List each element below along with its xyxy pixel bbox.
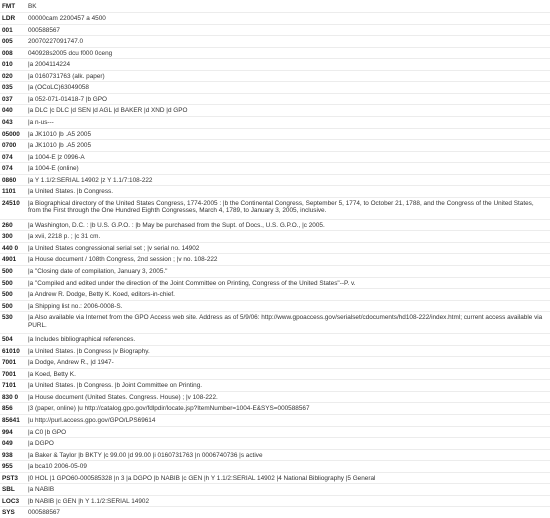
marc-field-tag: 4901 [0, 254, 26, 266]
marc-field-tag: 24510 [0, 197, 26, 219]
marc-field-tag: SYS [2, 509, 15, 517]
marc-field-tag: 049 [0, 438, 26, 450]
marc-field-tag: 530 [0, 312, 26, 334]
marc-field-row [0, 59, 550, 71]
marc-field-tag: 856 [0, 403, 26, 415]
marc-field-tag: 300 [0, 231, 26, 243]
marc-field-tag: 500 [0, 289, 26, 301]
marc-field-tag: 005 [0, 36, 26, 48]
marc-field-tag: 85641 [0, 415, 26, 427]
marc-field-row [0, 300, 550, 312]
marc-field-value: |a 052-071-01418-7 |b GPO [26, 93, 550, 105]
marc-field-tag: PST3 [0, 472, 26, 484]
marc-field-tag: 955 [0, 461, 26, 473]
marc-field-row [0, 507, 550, 518]
marc-field-value: 000588567 [26, 24, 550, 36]
marc-field-value: |0 HOL |1 GPO60-000585328 |n 3 |a DGPO |b NABIB |c GEN |h Y 1.1/2:SERIAL 14902 |4 National Bibliography |5 General [26, 472, 550, 484]
marc-field-tag: 001 [0, 24, 26, 36]
marc-field-value: |a Dodge, Andrew R., |d 1947- [26, 357, 550, 369]
marc-field-value: |u http://purl.access.gpo.gov/GPO/LPS69614 [26, 415, 550, 427]
marc-field-value: |a Includes bibliographical references. [26, 334, 550, 346]
marc-field-tag: 0860 [0, 174, 26, 186]
marc-field-value: |a House document (United States. Congress. House) ; |v 108-222. [26, 391, 550, 403]
marc-field-row [0, 70, 550, 82]
marc-field-value: 000588567 [28, 509, 60, 517]
marc-record-table [0, 1, 550, 518]
marc-field-value: |a C0 |b GPO [26, 426, 550, 438]
marc-field-value: |a Biographical directory of the United States Congress, 1774-2005 : |b the Continental Congress, September 5, 1774, to October 21, 1788, and the Congress of the United States, from the First through the One Hundred Eighth Congresses, March 4, 1789, to January 3, 2005, inclusive. [26, 197, 550, 219]
marc-field-row [0, 242, 550, 254]
marc-field-row [0, 426, 550, 438]
marc-field-tag: 994 [0, 426, 26, 438]
marc-field-row [0, 277, 550, 289]
marc-field-tag: LOC3 [0, 495, 26, 507]
marc-field-value: |a Washington, D.C. : |b U.S. G.P.O. : |b May be purchased from the Supt. of Docs., U.S. G.P.O., |c 2005. [26, 219, 550, 231]
marc-field-value: |a bca10 2006-05-09 [26, 461, 550, 473]
marc-field-tag: SBL [0, 484, 26, 496]
marc-field-tag: 074 [0, 151, 26, 163]
marc-record-body [0, 1, 550, 518]
marc-field-row [0, 1, 550, 13]
marc-field-value: |a United States congressional serial set ; |v serial no. 14902 [26, 242, 550, 254]
marc-field-row [0, 163, 550, 175]
marc-field-value: |a Y 1.1/2:SERIAL 14902 |z Y 1.1/7:108-222 [26, 174, 550, 186]
marc-field-value: |a JK1010 |b .A5 2005 [26, 140, 550, 152]
marc-field-row [0, 47, 550, 59]
marc-field-tag: 05000 [0, 128, 26, 140]
marc-field-tag: 504 [0, 334, 26, 346]
marc-field-row [0, 472, 550, 484]
marc-field-tag: 7001 [0, 368, 26, 380]
marc-field-value: |a Also available via Internet from the GPO Access web site. Address as of 5/9/06: http://www.gpoaccess.gov/serialset/cdocuments/hd108-222/index.html; current access available via PURL. [26, 312, 550, 334]
marc-field-value: |a "Compiled and edited under the direction of the Joint Committee on Printing, Congress of the United States"--P. v. [26, 277, 550, 289]
marc-field-value: |a 0160731763 (alk. paper) [26, 70, 550, 82]
marc-field-tag: 440 0 [0, 242, 26, 254]
marc-field-row [0, 93, 550, 105]
marc-field-row [0, 140, 550, 152]
marc-field-tag: 010 [0, 59, 26, 71]
marc-field-tag: 500 [0, 277, 26, 289]
marc-field-tag: 61010 [0, 345, 26, 357]
marc-field-value: |a Baker & Taylor |b BKTY |c 99.00 |d 99.00 |i 0160731763 |n 0006740736 |s active [26, 449, 550, 461]
marc-field-tag: 7001 [0, 357, 26, 369]
marc-field-value: |a Andrew R. Dodge, Betty K. Koed, editors-in-chief. [26, 289, 550, 301]
marc-field-value: |a 1004-E |z 0996-A [26, 151, 550, 163]
marc-field-row [0, 461, 550, 473]
marc-field-row [0, 197, 550, 219]
marc-field-row [0, 391, 550, 403]
marc-field-value: |b NABIB |c GEN |h Y 1.1/2:SERIAL 14902 [26, 495, 550, 507]
marc-field-row [0, 105, 550, 117]
marc-field-row [0, 254, 550, 266]
marc-field-tag: 500 [0, 265, 26, 277]
marc-field-tag: FMT [0, 1, 26, 13]
marc-field-value: |a JK1010 |b .A5 2005 [26, 128, 550, 140]
marc-field-row [0, 289, 550, 301]
marc-field-value: |a DGPO [26, 438, 550, 450]
marc-field-tag: 043 [0, 116, 26, 128]
marc-field-value: |a United States. |b Congress. [26, 186, 550, 198]
marc-field-tag: 037 [0, 93, 26, 105]
marc-field-value: |a n-us--- [26, 116, 550, 128]
marc-field-row [0, 151, 550, 163]
marc-field-tag: 260 [0, 219, 26, 231]
marc-field-tag: 035 [0, 82, 26, 94]
marc-field-row [0, 495, 550, 507]
marc-field-tag: 500 [0, 300, 26, 312]
marc-field-row [0, 368, 550, 380]
marc-field-row [0, 380, 550, 392]
marc-field-tag: 008 [0, 47, 26, 59]
marc-field-value: |a "Closing date of compilation, January 3, 2005." [26, 265, 550, 277]
marc-field-value: 20070227091747.0 [26, 36, 550, 48]
marc-field-value: |a (OCoLC)63049058 [26, 82, 550, 94]
marc-field-tag: LDR [0, 13, 26, 25]
marc-field-tag: 7101 [0, 380, 26, 392]
marc-field-value: |a House document / 108th Congress, 2nd session ; |v no. 108-222 [26, 254, 550, 266]
marc-field-tag: 1101 [0, 186, 26, 198]
marc-field-tag: 0700 [0, 140, 26, 152]
marc-field-row [0, 438, 550, 450]
marc-field-value: |a Koed, Betty K. [26, 368, 550, 380]
marc-field-value: |a DLC |c DLC |d SEN |d AGL |d BAKER |d XND |d GPO [26, 105, 550, 117]
marc-field-tag: 040 [0, 105, 26, 117]
marc-field-row [0, 36, 550, 48]
marc-field-value: |a xvii, 2218 p. ; |c 31 cm. [26, 231, 550, 243]
marc-field-row [0, 312, 550, 334]
marc-field-row [0, 403, 550, 415]
marc-field-row [0, 13, 550, 25]
marc-field-value: 040928s2005 dcu f000 0ceng [26, 47, 550, 59]
marc-field-value: |a United States. |b Congress. |b Joint Committee on Printing. [26, 380, 550, 392]
marc-field-value: 00000cam 2200457 a 4500 [26, 13, 550, 25]
marc-field-row [0, 116, 550, 128]
marc-field-value: |3 (paper, online) |u http://catalog.gpo.gov/fdlpdir/locate.jsp?ItemNumber=1004-E&SYS=000588567 [26, 403, 550, 415]
marc-field-row [0, 219, 550, 231]
marc-field-row [0, 449, 550, 461]
marc-field-row [0, 334, 550, 346]
marc-field-tag: 074 [0, 163, 26, 175]
marc-field-row [0, 82, 550, 94]
marc-field-row [0, 484, 550, 496]
marc-field-row [0, 128, 550, 140]
marc-field-value: |a Shipping list no.: 2006-0008-S. [26, 300, 550, 312]
marc-field-value: BK [26, 1, 550, 13]
marc-field-row [0, 24, 550, 36]
marc-field-row [0, 357, 550, 369]
marc-field-row [0, 345, 550, 357]
marc-field-tag: 020 [0, 70, 26, 82]
marc-field-row [0, 231, 550, 243]
marc-field-tag: 830 0 [0, 391, 26, 403]
marc-field-tag: 938 [0, 449, 26, 461]
marc-field-row [0, 415, 550, 427]
marc-field-value: |a NABIB [26, 484, 550, 496]
marc-field-value: |a 2004114224 [26, 59, 550, 71]
marc-field-row [0, 186, 550, 198]
marc-field-value: |a 1004-E (online) [26, 163, 550, 175]
marc-field-row [0, 265, 550, 277]
marc-field-row [0, 174, 550, 186]
marc-field-value: |a United States. |b Congress |v Biography. [26, 345, 550, 357]
